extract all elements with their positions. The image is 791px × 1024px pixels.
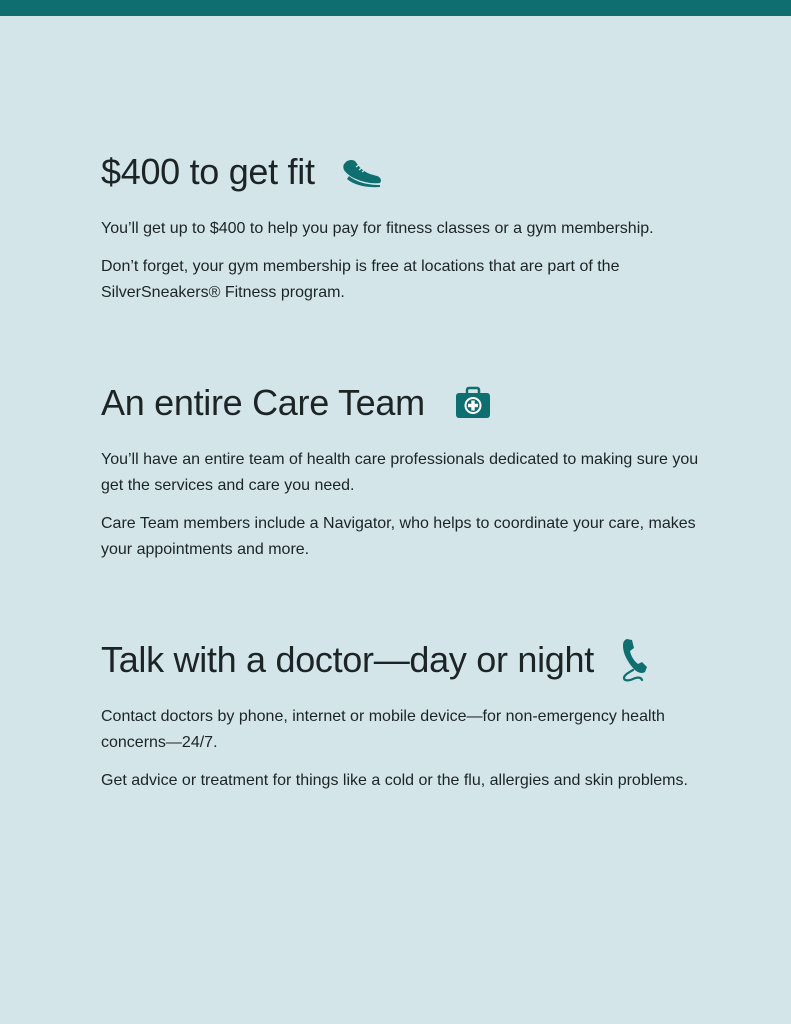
medical-kit-icon (455, 386, 491, 420)
fitness-paragraph-2: Don’t forget, your gym membership is free at locations that are part of the SilverSneakers® Fitness program. (101, 258, 620, 301)
care-team-heading-row (101, 377, 721, 429)
top-accent-bar (0, 0, 791, 16)
care-team-paragraph-1: You’ll have an entire team of health care professionals dedicated to making sure you get the services and care you need. (101, 451, 699, 494)
fitness-section (101, 146, 721, 306)
doctor-section (101, 634, 721, 794)
doctor-heading-row (101, 634, 721, 686)
fitness-heading: $400 to get fit (101, 151, 315, 192)
telephone-icon (618, 637, 650, 683)
care-team-paragraph-2: Care Team members include a Navigator, who helps to coordinate your care, makes your appointments and more. (101, 515, 696, 558)
doctor-paragraph-2: Get advice or treatment for things like a cold or the flu, allergies and skin problems. (101, 772, 688, 789)
care-team-heading: An entire Care Team (101, 382, 425, 423)
fitness-paragraph-1: You’ll get up to $400 to help you pay for fitness classes or a gym membership. (101, 220, 654, 237)
sneaker-icon (341, 155, 383, 189)
care-team-section (101, 377, 721, 563)
fitness-heading-row (101, 146, 721, 198)
doctor-paragraph-1: Contact doctors by phone, internet or mobile device—for non-emergency health concerns—24/7. (101, 708, 665, 751)
doctor-heading: Talk with a doctor—day or night (101, 639, 594, 680)
